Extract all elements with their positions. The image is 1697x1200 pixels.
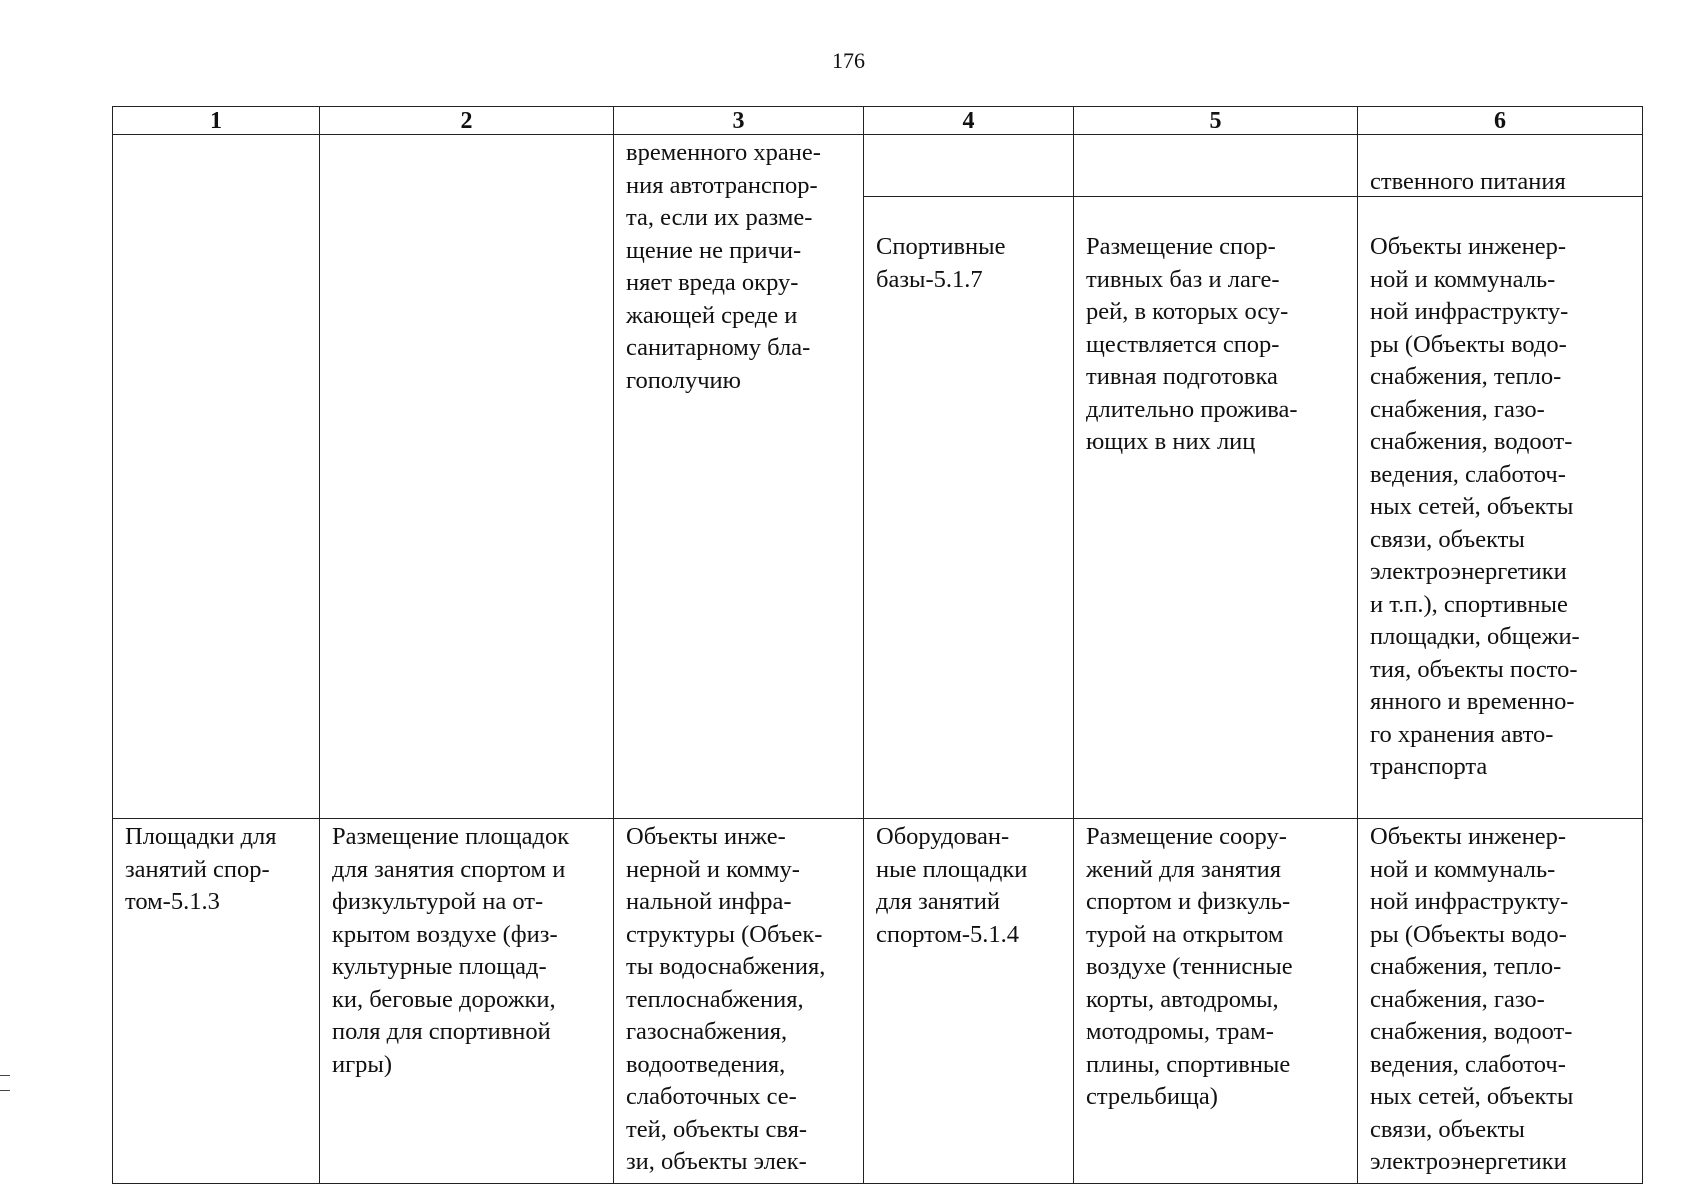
column-header-1: 1 — [113, 107, 320, 135]
cell-land-use-description — [320, 135, 614, 819]
cell-conditional-objects: Объекты инженер- ной и коммуналь- ной инфраструкту- ры (Объекты водо- снабжения, тепло- снабжения, газо- снабжения, водоот- ведения, слаботоч- ных сетей, объекты связи, объекты электроэнергетики — [1358, 819, 1643, 1184]
cell-conditional-use-description — [1074, 135, 1358, 819]
column-header-6: 6 — [1358, 107, 1643, 135]
cell-continuation-text: ственного питания — [1358, 168, 1642, 197]
cell-conditional-use-type-text: Спортивные базы-5.1.7 — [876, 233, 1006, 293]
land-use-table — [112, 106, 1643, 1184]
cell-land-use-description: Размещение площадок для занятия спортом и физкультурой на от- крытом воздухе (физ- культурные площад- ки, беговые дорожки, поля для спортивной игры) — [320, 819, 614, 1184]
cell-conditional-use-type — [864, 135, 1074, 819]
cell-land-use-type — [113, 135, 320, 819]
cell-conditional-use-type: Оборудован- ные площадки для занятий спортом-5.1.4 — [864, 819, 1074, 1184]
column-header-4: 4 — [864, 107, 1074, 135]
cell-conditional-use-description-text: Размещение спор- тивных баз и лаге- рей, в которых осу- ществляется спор- тивная подготовка длительно прожива- ющих в них лиц — [1086, 233, 1298, 455]
table-row — [113, 135, 1643, 819]
cell-permitted-objects: временного хране- ния автотранспор- та, если их разме- щение не причи- няет вреда окру- жающей среде и санитарному бла- гополучию — [614, 135, 864, 819]
cell-land-use-type: Площадки для занятий спор- том-5.1.3 — [113, 819, 320, 1184]
page-number: 176 — [832, 48, 865, 73]
cell-conditional-objects — [1358, 135, 1643, 819]
table-row — [113, 819, 1643, 1184]
column-header-3: 3 — [614, 107, 864, 135]
cell-divider — [864, 168, 1073, 197]
table-header-row — [113, 107, 1643, 135]
cell-permitted-objects: Объекты инже- нерной и комму- нальной инфра- структуры (Объек- ты водоснабжения, теплоснабжения, газоснабжения, водоотведения, слаботочных се- тей, объекты свя- зи, объекты элек- — [614, 819, 864, 1184]
cell-divider — [1074, 168, 1357, 197]
margin-mark — [0, 1075, 10, 1091]
column-header-2: 2 — [320, 107, 614, 135]
cell-conditional-use-description: Размещение соору- жений для занятия спортом и физкуль- турой на открытом воздухе (теннисные корты, автодромы, мотодромы, трам- плины, спортивные стрельбища) — [1074, 819, 1358, 1184]
cell-conditional-objects-text: Объекты инженер- ной и коммуналь- ной инфраструкту- ры (Объекты водо- снабжения, тепло- снабжения, газо- снабжения, водоот- ведения, слаботоч- ных сетей, объекты связи, объекты электроэнергетики и т.п.), спортивные площадки, общежи- тия, объекты посто- янного и временно- го хранения авто- транспорта — [1370, 233, 1580, 780]
column-header-5: 5 — [1074, 107, 1358, 135]
